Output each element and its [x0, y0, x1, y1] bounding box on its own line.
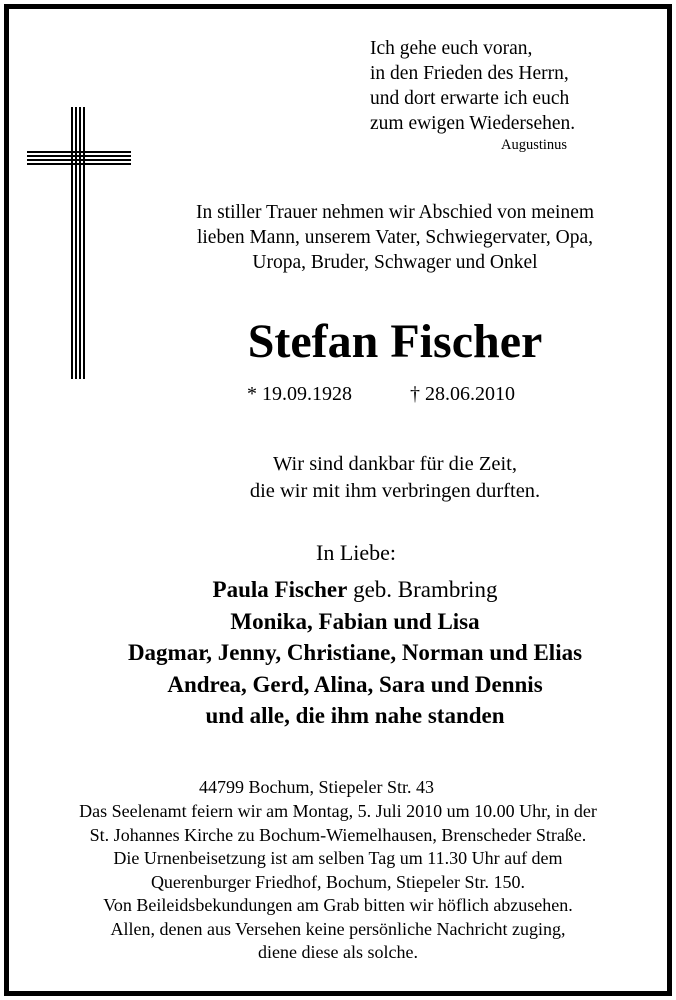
birth-date: * 19.09.1928: [247, 383, 352, 405]
mourners-heading: In Liebe:: [316, 540, 397, 565]
death-date: † 28.06.2010: [410, 383, 515, 405]
notice-line: Querenburger Friedhof, Bochum, Stiepeler Str. 150.: [150, 871, 526, 892]
notice-line: Allen, denen aus Versehen keine persönliche Nachricht zuging,: [110, 918, 566, 939]
poem-quote: [370, 36, 670, 154]
service-notice: [20, 800, 656, 965]
poem-line: in den Frieden des Herrn,: [370, 63, 569, 84]
intro-text: [130, 200, 660, 275]
mourners-list: [60, 574, 650, 732]
gratitude-line: Wir sind dankbar für die Zeit,: [273, 453, 517, 475]
deceased-name: Stefan Fischer: [247, 315, 543, 368]
notice-line: Die Urnenbeisetzung ist am selben Tag um 11.30 Uhr auf dem: [113, 848, 563, 868]
cross-icon: [27, 107, 131, 379]
mourner-primary-name: Paula Fischer: [212, 577, 348, 602]
mourner-primary-suffix: geb. Brambring: [347, 577, 498, 602]
gratitude-line: die wir mit ihm verbringen durften.: [249, 480, 541, 502]
intro-line: Uropa, Bruder, Schwager und Onkel: [252, 252, 538, 273]
poem-author: Augustinus: [501, 137, 568, 153]
mourner-line: und alle, die ihm nahe standen: [205, 703, 505, 728]
notice-line: Von Beileidsbekundungen am Grab bitten wir höflich abzusehen.: [103, 895, 573, 915]
notice-line: St. Johannes Kirche zu Bochum-Wiemelhausen, Brenscheder Straße.: [89, 824, 587, 845]
family-address: 44799 Bochum, Stiepeler Str. 43: [199, 777, 434, 797]
gratitude-text: [150, 451, 640, 505]
poem-line: Ich gehe euch voran,: [370, 38, 533, 59]
mourner-line: Andrea, Gerd, Alina, Sara und Dennis: [167, 671, 543, 697]
poem-line: und dort erwarte ich euch: [370, 88, 570, 109]
intro-line: In stiller Trauer nehmen wir Abschied von meinem: [195, 202, 595, 223]
poem-line: zum ewigen Wiedersehen.: [370, 113, 576, 134]
notice-line: Das Seelenamt feiern wir am Montag, 5. Juli 2010 um 10.00 Uhr, in der: [79, 801, 597, 821]
intro-line: lieben Mann, unserem Vater, Schwiegervater, Opa,: [196, 227, 594, 248]
notice-line: diene diese als solche.: [258, 942, 418, 962]
mourner-line: Dagmar, Jenny, Christiane, Norman und Elias: [127, 640, 583, 665]
mourner-line: Monika, Fabian und Lisa: [230, 608, 480, 634]
mourner-line: [60, 574, 650, 606]
